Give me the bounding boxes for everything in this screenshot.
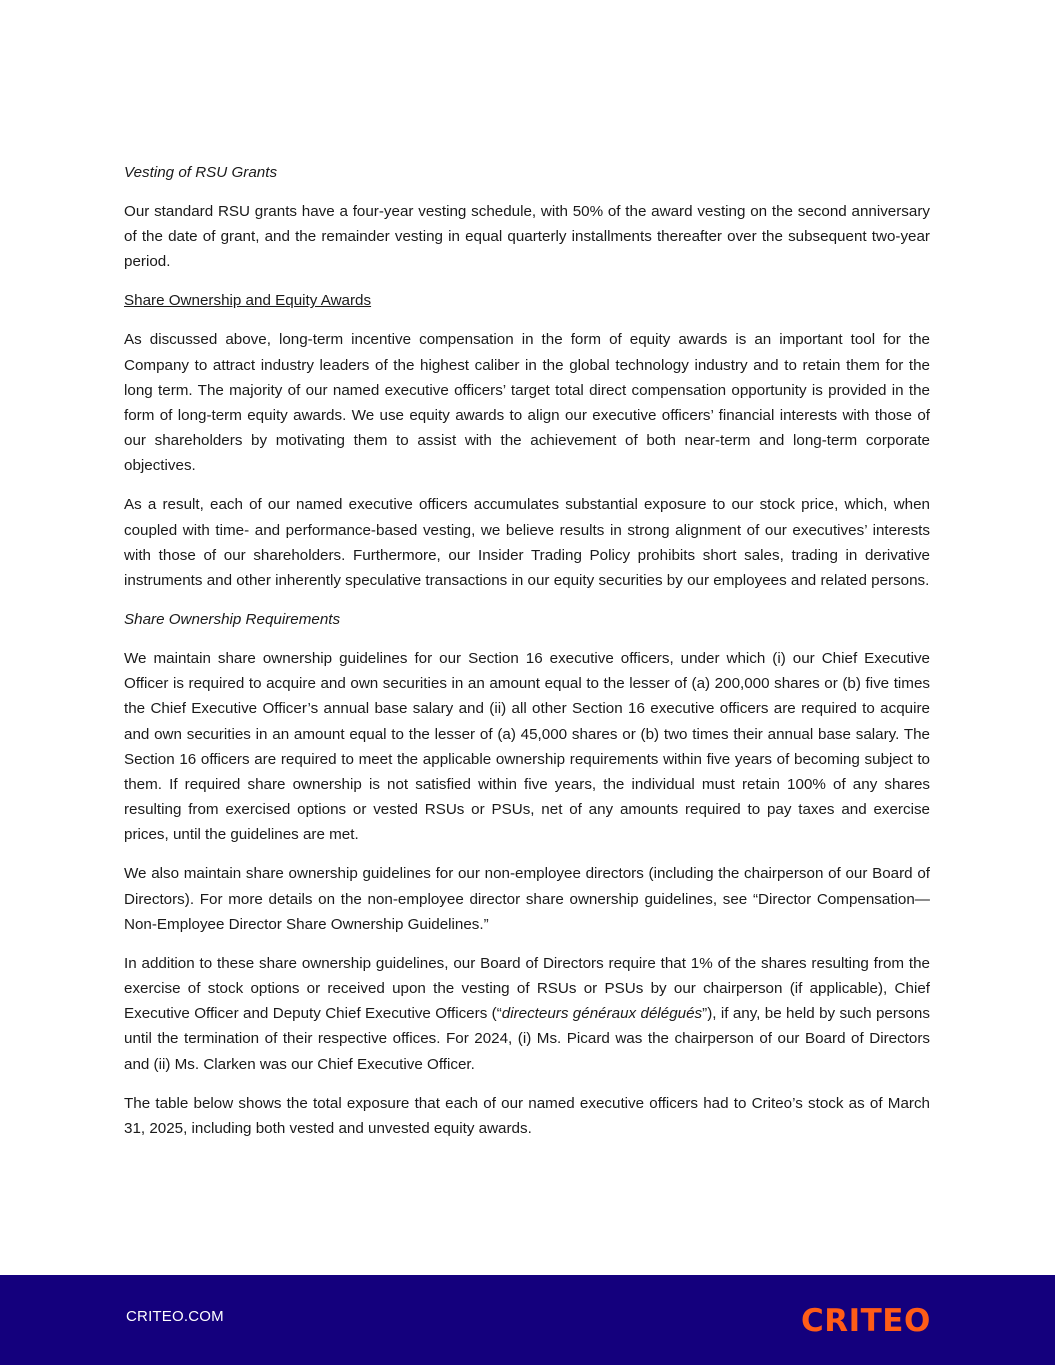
requirements-paragraph-3 [124, 951, 930, 1077]
requirements-paragraph-1: We maintain share ownership guidelines for our Section 16 executive officers, under which (i) our Chief Executive Officer is required to acquire and own securities in an amount equal to the lesser of (a) 200,000 shares or (b) five times the Chief Executive Officer’s annual base salary and (ii) all other Section 16 executive officers are required to acquire and own securities in an amount equal to the lesser of (a) 45,000 shares or (b) two times their annual base salary. The Section 16 officers are required to meet the applicable ownership requirements within five years of becoming subject to them. If required share ownership is not satisfied within five years, the individual must retain 100% of any shares resulting from exercised options or vested RSUs or PSUs, net of any amounts required to pay taxes and exercise prices, until the guidelines are met. [124, 650, 930, 844]
ownership-paragraph-2: As a result, each of our named executive officers accumulates substantial exposure to our stock price, which, when coupled with time- and performance-based vesting, we believe results in strong alignment of our executives’ interests with those of our shareholders. Furthermore, our Insider Trading Policy prohibits short sales, trading in derivative instruments and other inherently speculative transactions in our equity securities by our employees and related persons. [124, 496, 930, 590]
ownership-heading: Share Ownership and Equity Awards [124, 292, 372, 310]
document-body [124, 160, 930, 1155]
vesting-paragraph: Our standard RSU grants have a four-year vesting schedule, with 50% of the award vesting on the second anniversary of the date of grant, and the remainder vesting in equal quarterly installments thereafter over the subsequent two-year period. [124, 203, 930, 271]
requirements-p3-end: ”), if any, be held by such persons until the termination of their respective offices. For 2024, (i) Ms. Picard was the chairperson of our Board of Directors and (ii) Ms. Clarken was our Chief Executive Officer. [124, 1005, 930, 1073]
page-footer [0, 1275, 1055, 1365]
requirements-paragraph-2: We also maintain share ownership guidelines for our non-employee directors (including the chairperson of our Board of Directors). For more details on the non-employee director share ownership guidelines, see “Director Compensation—Non-Employee Director Share Ownership Guidelines.” [124, 865, 930, 933]
ownership-paragraph-1: As discussed above, long-term incentive compensation in the form of equity awards is an important tool for the Company to attract industry leaders of the highest caliber in the global technology industry and to retain them for the long term. The majority of our named executive officers’ target total direct compensation opportunity is provided in the form of long-term equity awards. We use equity awards to align our executive officers’ financial interests with those of our shareholders by motivating them to assist with the achievement of both near-term and long-term corporate objectives. [124, 331, 930, 475]
requirements-paragraph-4: The table below shows the total exposure that each of our named executive officers had to Criteo’s stock as of March 31, 2025, including both vested and unvested equity awards. [124, 1094, 930, 1137]
footer-url[interactable]: CRITEO.COM [126, 1308, 224, 1325]
requirements-heading: Share Ownership Requirements [124, 611, 341, 629]
criteo-logo: CRITEO [801, 1303, 931, 1339]
vesting-heading: Vesting of RSU Grants [124, 164, 278, 181]
requirements-p3-start: In addition to these share ownership guidelines, our Board of Directors require that 1% of the shares resulting from the exercise of stock options or received upon the vesting of RSUs or PSUs by our chairperson (if applicable), Chief Executive Officer and Deputy Chief Executive Officers (“ [124, 954, 930, 1023]
requirements-p3-italic: directeurs généraux délégués [501, 1005, 703, 1023]
